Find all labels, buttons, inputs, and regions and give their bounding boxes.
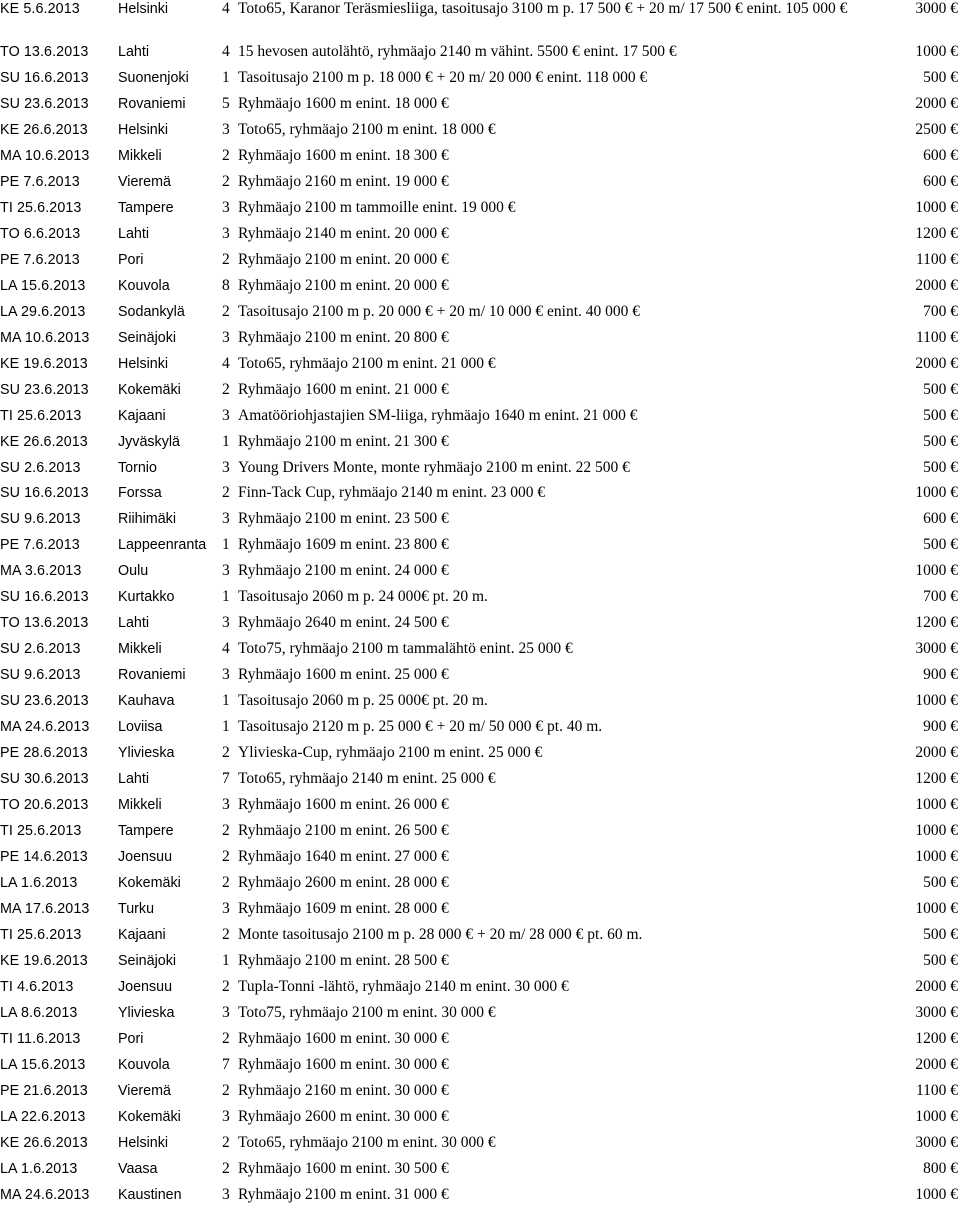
race-prize: 1000 € [915,796,958,814]
race-location: Lahti [118,225,150,242]
race-prize: 1100 € [915,328,958,346]
race-row [0,614,960,640]
race-prize: 1000 € [915,562,958,580]
race-description: Ylivieska-Cup, ryhmäajo 2100 m enint. 25 000 € [238,744,543,762]
race-prize: 3000 € [915,1133,958,1151]
race-count: 2 [222,1133,230,1151]
race-row [0,874,960,900]
race-count: 2 [222,380,230,398]
race-prize: 1200 € [915,1029,958,1047]
race-row [0,69,960,95]
race-location: Loviisa [118,719,163,736]
race-description: Tupla-Tonni -lähtö, ryhmäajo 2140 m enint. 30 000 € [238,977,569,995]
race-description: Ryhmäajo 2100 m enint. 23 500 € [238,510,449,528]
race-prize: 1000 € [915,198,958,216]
race-description: Tasoitusajo 2120 m p. 25 000 € + 20 m/ 50 000 € pt. 40 m. [238,718,603,736]
race-location: Seinäjoki [118,952,177,969]
race-count: 3 [222,562,230,580]
race-prize: 1000 € [915,822,958,840]
race-location: Helsinki [118,1,169,17]
race-count: 3 [222,198,230,216]
race-date: LA 22.6.2013 [0,1108,86,1125]
race-location: Vieremä [118,173,171,190]
race-count: 2 [222,172,230,190]
race-date: SU 23.6.2013 [0,381,89,398]
race-count: 1 [222,536,230,554]
race-prize: 2000 € [915,354,958,372]
race-row [0,0,960,43]
race-date: TI 25.6.2013 [0,199,82,216]
race-location: Rovaniemi [118,667,186,684]
race-description: Ryhmäajo 2100 m enint. 21 300 € [238,432,449,450]
race-location: Kaustinen [118,1186,182,1203]
race-date: LA 8.6.2013 [0,1004,78,1021]
race-location: Mikkeli [118,641,162,658]
race-description: Ryhmäajo 2100 m enint. 20 000 € [238,250,449,268]
race-row [0,303,960,329]
race-row [0,173,960,199]
race-prize: 500 € [923,380,958,398]
race-date: KE 5.6.2013 [0,1,80,17]
race-row [0,407,960,433]
race-count: 2 [222,1159,230,1177]
race-prize: 1000 € [915,43,958,60]
race-description: Ryhmäajo 1600 m enint. 30 000 € [238,1055,449,1073]
race-date: KE 26.6.2013 [0,1134,88,1151]
race-count: 3 [222,120,230,138]
race-count: 1 [222,432,230,450]
race-date: SU 9.6.2013 [0,667,81,684]
race-location: Tampere [118,199,174,216]
race-description: 15 hevosen autolähtö, ryhmäajo 2140 m vähint. 5500 € enint. 17 500 € [238,43,677,60]
race-description: Ryhmäajo 1600 m enint. 21 000 € [238,380,449,398]
race-location: Lahti [118,615,150,632]
race-location: Vaasa [118,1160,158,1177]
race-row [0,433,960,459]
race-row [0,225,960,251]
race-count: 2 [222,250,230,268]
race-row [0,822,960,848]
race-count: 3 [222,666,230,684]
race-count: 2 [222,146,230,164]
race-prize: 1000 € [915,692,958,710]
race-location: Kurtakko [118,589,175,606]
race-count: 1 [222,68,230,86]
race-prize: 2000 € [915,744,958,762]
race-prize: 700 € [923,588,958,606]
race-row [0,277,960,303]
race-row [0,562,960,588]
race-description: Toto65, ryhmäajo 2100 m enint. 30 000 € [238,1133,496,1151]
race-description: Tasoitusajo 2060 m p. 24 000€ pt. 20 m. [238,588,488,606]
race-row [0,381,960,407]
race-count: 5 [222,94,230,112]
race-count: 3 [222,614,230,632]
race-description: Ryhmäajo 2100 m enint. 28 500 € [238,951,449,969]
race-description: Ryhmäajo 1609 m enint. 23 800 € [238,536,449,554]
race-prize: 2500 € [915,120,958,138]
race-description: Ryhmäajo 1600 m enint. 30 000 € [238,1029,449,1047]
race-description: Ryhmäajo 2640 m enint. 24 500 € [238,614,449,632]
race-row [0,770,960,796]
race-date: SU 9.6.2013 [0,511,81,528]
race-row [0,329,960,355]
race-prize: 1000 € [915,848,958,866]
race-location: Ylivieska [118,745,175,762]
race-row [0,199,960,225]
race-row [0,744,960,770]
race-row [0,666,960,692]
race-row [0,147,960,173]
race-row [0,1004,960,1030]
race-prize: 1200 € [915,614,958,632]
race-description: Ryhmäajo 2140 m enint. 20 000 € [238,224,449,242]
race-date: KE 19.6.2013 [0,952,88,969]
race-prize: 900 € [923,718,958,736]
race-date: TO 6.6.2013 [0,225,81,242]
race-row [0,459,960,485]
race-location: Tampere [118,823,174,840]
race-count: 2 [222,848,230,866]
race-prize: 1000 € [915,899,958,917]
race-count: 3 [222,224,230,242]
race-prize: 900 € [923,666,958,684]
race-location: Kouvola [118,1056,170,1073]
race-row [0,640,960,666]
race-count: 2 [222,744,230,762]
race-location: Lahti [118,771,150,788]
race-date: LA 29.6.2013 [0,303,86,320]
race-row [0,510,960,536]
race-date: PE 28.6.2013 [0,745,88,762]
race-date: TO 13.6.2013 [0,44,89,60]
race-date: TI 4.6.2013 [0,978,74,995]
race-row [0,355,960,381]
race-description: Ryhmäajo 2100 m enint. 24 000 € [238,562,449,580]
race-description: Ryhmäajo 2100 m enint. 20 000 € [238,276,449,294]
race-description: Toto65, Karanor Teräsmiesliiga, tasoitusajo 3100 m p. 17 500 € + 20 m/ 17 500 € enint. 105 000 € [238,0,848,17]
race-prize: 2000 € [915,977,958,995]
race-location: Helsinki [118,1134,169,1151]
race-location: Vieremä [118,1082,171,1099]
race-row [0,251,960,277]
race-count: 2 [222,925,230,943]
race-row [0,588,960,614]
race-description: Ryhmäajo 1600 m enint. 18 000 € [238,94,449,112]
race-date: LA 15.6.2013 [0,1056,86,1073]
race-date: PE 7.6.2013 [0,173,80,190]
race-prize: 1100 € [915,250,958,268]
race-prize: 500 € [923,458,958,476]
race-prize: 500 € [923,68,958,86]
race-description: Ryhmäajo 2600 m enint. 28 000 € [238,874,449,891]
race-description: Toto65, ryhmäajo 2100 m enint. 18 000 € [238,120,496,138]
race-row [0,926,960,952]
race-count: 4 [222,640,230,658]
race-description: Monte tasoitusajo 2100 m p. 28 000 € + 20 m/ 28 000 € pt. 60 m. [238,925,643,943]
race-date: KE 19.6.2013 [0,355,88,372]
race-row [0,796,960,822]
race-description: Toto75, ryhmäajo 2100 m tammalähtö enint. 25 000 € [238,640,573,658]
race-description: Ryhmäajo 2100 m enint. 26 500 € [238,822,449,840]
race-count: 4 [222,0,230,17]
race-count: 2 [222,302,230,320]
race-row [0,1108,960,1134]
race-count: 1 [222,692,230,710]
race-location: Ylivieska [118,1004,175,1021]
race-date: MA 3.6.2013 [0,563,82,580]
race-row [0,1082,960,1108]
race-description: Ryhmäajo 2160 m enint. 19 000 € [238,172,449,190]
race-prize: 500 € [923,536,958,554]
race-date: PE 21.6.2013 [0,1082,88,1099]
race-count: 2 [222,874,230,891]
race-description: Toto65, ryhmäajo 2100 m enint. 21 000 € [238,354,496,372]
race-date: SU 16.6.2013 [0,589,89,606]
race-prize: 1000 € [915,1185,958,1203]
race-prize: 1200 € [915,770,958,788]
race-description: Ryhmäajo 2100 m enint. 20 800 € [238,328,449,346]
race-count: 3 [222,510,230,528]
race-row [0,848,960,874]
race-date: KE 26.6.2013 [0,433,88,450]
race-date: TI 25.6.2013 [0,926,82,943]
race-location: Kauhava [118,693,175,710]
race-date: SU 16.6.2013 [0,69,89,86]
race-count: 1 [222,588,230,606]
race-count: 7 [222,1055,230,1073]
race-prize: 2000 € [915,1055,958,1073]
race-date: PE 7.6.2013 [0,251,80,268]
race-count: 2 [222,1029,230,1047]
race-location: Kajaani [118,926,166,943]
race-description: Ryhmäajo 2100 m enint. 31 000 € [238,1185,449,1203]
race-date: SU 30.6.2013 [0,771,89,788]
race-location: Kokemäki [118,875,181,891]
race-location: Joensuu [118,978,173,995]
race-location: Pori [118,251,144,268]
race-row [0,718,960,744]
race-prize: 600 € [923,510,958,528]
race-prize: 1000 € [915,484,958,502]
race-prize: 2000 € [915,94,958,112]
race-location: Kouvola [118,277,170,294]
race-count: 3 [222,1003,230,1021]
race-date: MA 10.6.2013 [0,329,90,346]
race-description: Ryhmäajo 1600 m enint. 30 500 € [238,1159,449,1177]
race-count: 8 [222,276,230,294]
race-location: Seinäjoki [118,329,177,346]
race-row [0,1056,960,1082]
race-location: Mikkeli [118,797,162,814]
race-count: 4 [222,354,230,372]
race-prize: 3000 € [915,1003,958,1021]
race-description: Ryhmäajo 1600 m enint. 26 000 € [238,796,449,814]
race-date: LA 1.6.2013 [0,875,78,891]
race-date: TO 20.6.2013 [0,797,89,814]
race-description: Ryhmäajo 2160 m enint. 30 000 € [238,1081,449,1099]
race-date: MA 24.6.2013 [0,1186,90,1203]
race-prize: 800 € [923,1159,958,1177]
race-prize: 3000 € [915,640,958,658]
race-prize: 700 € [923,302,958,320]
race-row [0,900,960,926]
race-date: TI 25.6.2013 [0,407,82,424]
race-count: 3 [222,796,230,814]
race-description: Young Drivers Monte, monte ryhmäajo 2100 m enint. 22 500 € [238,458,630,476]
race-date: TI 25.6.2013 [0,823,82,840]
race-description: Toto75, ryhmäajo 2100 m enint. 30 000 € [238,1003,496,1021]
race-date: SU 16.6.2013 [0,485,89,502]
race-date: KE 26.6.2013 [0,121,88,138]
race-count: 7 [222,770,230,788]
race-location: Forssa [118,485,162,502]
race-count: 2 [222,977,230,995]
race-date: TO 13.6.2013 [0,615,89,632]
race-date: SU 23.6.2013 [0,95,89,112]
race-count: 3 [222,1107,230,1125]
race-count: 3 [222,458,230,476]
race-date: LA 1.6.2013 [0,1160,78,1177]
race-row [0,978,960,1004]
race-description: Amatööriohjastajien SM-liiga, ryhmäajo 1640 m enint. 21 000 € [238,406,638,424]
race-date: MA 24.6.2013 [0,719,90,736]
race-count: 2 [222,1081,230,1099]
race-location: Tornio [118,459,157,476]
race-location: Kokemäki [118,381,181,398]
race-count: 4 [222,43,230,60]
race-description: Tasoitusajo 2060 m p. 25 000€ pt. 20 m. [238,692,488,710]
race-row [0,692,960,718]
race-location: Helsinki [118,121,169,138]
race-location: Lahti [118,44,150,60]
race-description: Tasoitusajo 2100 m p. 18 000 € + 20 m/ 20 000 € enint. 118 000 € [238,68,648,86]
race-date: MA 17.6.2013 [0,900,90,917]
race-count: 1 [222,718,230,736]
race-date: LA 15.6.2013 [0,277,86,294]
race-prize: 500 € [923,925,958,943]
race-prize: 500 € [923,432,958,450]
race-row [0,536,960,562]
race-description: Finn-Tack Cup, ryhmäajo 2140 m enint. 23 000 € [238,484,546,502]
race-description: Toto65, ryhmäajo 2140 m enint. 25 000 € [238,770,496,788]
race-prize: 600 € [923,172,958,190]
race-row [0,1186,960,1212]
race-row [0,1134,960,1160]
race-count: 3 [222,406,230,424]
race-date: PE 14.6.2013 [0,849,88,866]
race-row [0,121,960,147]
race-row [0,95,960,121]
race-location: Kajaani [118,407,166,424]
race-location: Helsinki [118,355,169,372]
race-description: Tasoitusajo 2100 m p. 20 000 € + 20 m/ 10 000 € enint. 40 000 € [238,302,641,320]
race-description: Ryhmäajo 1640 m enint. 27 000 € [238,848,449,866]
race-location: Oulu [118,563,149,580]
race-location: Sodankylä [118,303,185,320]
race-prize: 500 € [923,951,958,969]
race-location: Rovaniemi [118,95,186,112]
race-prize: 500 € [923,406,958,424]
race-location: Mikkeli [118,147,162,164]
race-location: Turku [118,900,155,917]
race-row [0,43,960,69]
race-description: Ryhmäajo 1600 m enint. 25 000 € [238,666,449,684]
race-location: Joensuu [118,849,173,866]
race-count: 3 [222,1185,230,1203]
race-description: Ryhmäajo 1609 m enint. 28 000 € [238,899,449,917]
race-row [0,952,960,978]
race-location: Suonenjoki [118,69,189,86]
race-prize: 500 € [923,874,958,891]
race-location: Lappeenranta [118,537,207,554]
race-location: Riihimäki [118,511,176,528]
race-count: 1 [222,951,230,969]
race-date: SU 2.6.2013 [0,459,81,476]
race-prize: 1200 € [915,224,958,242]
race-prize: 2000 € [915,276,958,294]
race-row [0,1160,960,1186]
race-row [0,1030,960,1056]
race-count: 2 [222,822,230,840]
race-description: Ryhmäajo 2100 m tammoille enint. 19 000 € [238,198,516,216]
race-date: SU 23.6.2013 [0,693,89,710]
race-prize: 1100 € [915,1081,958,1099]
race-location: Jyväskylä [118,433,180,450]
race-count: 3 [222,328,230,346]
race-date: TI 11.6.2013 [0,1030,81,1047]
race-prize: 600 € [923,146,958,164]
race-location: Kokemäki [118,1108,181,1125]
race-description: Ryhmäajo 2600 m enint. 30 000 € [238,1107,449,1125]
race-prize: 3000 € [915,0,958,17]
race-count: 2 [222,484,230,502]
race-date: SU 2.6.2013 [0,641,81,658]
race-row [0,484,960,510]
race-prize: 1000 € [915,1107,958,1125]
race-date: PE 7.6.2013 [0,537,80,554]
race-location: Pori [118,1030,144,1047]
race-date: MA 10.6.2013 [0,147,90,164]
race-description: Ryhmäajo 1600 m enint. 18 300 € [238,146,449,164]
race-count: 3 [222,899,230,917]
